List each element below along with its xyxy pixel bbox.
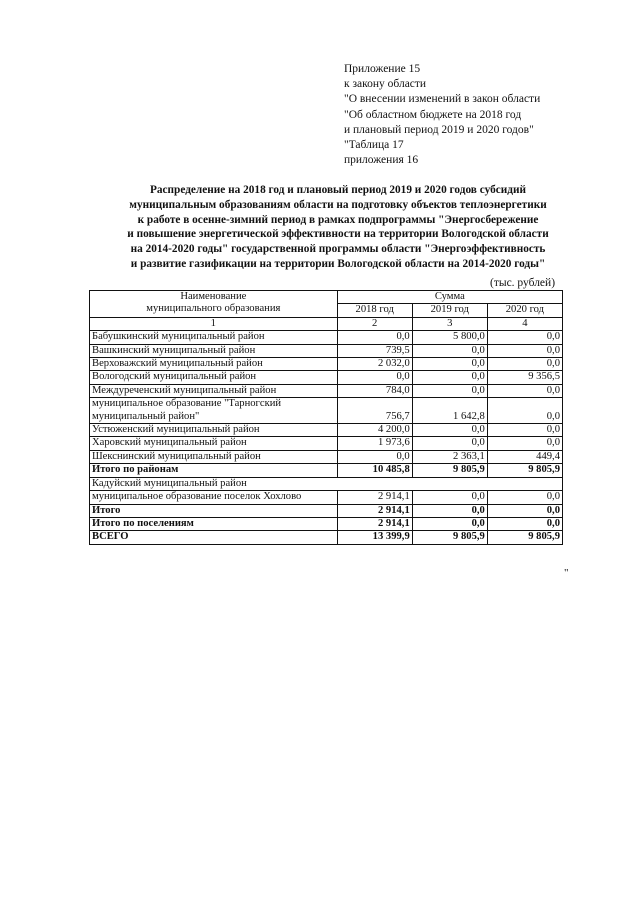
table-row (90, 331, 563, 344)
value-2020: 0,0 (487, 331, 562, 344)
table-row (90, 398, 563, 424)
value-2018: 1 973,6 (337, 437, 412, 450)
table-row (90, 371, 563, 384)
row-name: Междуреченский муниципальный район (90, 384, 338, 397)
title-line: и развитие газификации на территории Вологодской области на 2014-2020 годы" (130, 257, 546, 270)
row-name: Вологодский муниципальный район (90, 371, 338, 384)
value-2020: 0,0 (487, 437, 562, 450)
table-row (90, 384, 563, 397)
table-row (90, 491, 563, 504)
value-2018: 2 914,1 (337, 517, 412, 530)
kaduy-total-row (90, 504, 563, 517)
annex-line: "О внесении изменений в закон области (344, 93, 541, 106)
value-2020: 0,0 (487, 491, 562, 504)
header-index: 1 (90, 317, 338, 330)
value-2019: 0,0 (412, 504, 487, 517)
header-year-2020: 2020 год (487, 304, 562, 317)
header-name (90, 291, 338, 318)
header-sum: Сумма (337, 291, 562, 304)
table-row (90, 450, 563, 463)
title-line: к работе в осенне-зимний период в рамках подпрограммы "Энергосбережение (137, 213, 539, 226)
annex-line: "Об областном бюджете на 2018 год (344, 108, 522, 121)
value-2019: 0,0 (412, 384, 487, 397)
row-name: Верховажский муниципальный район (90, 358, 338, 371)
table-row (90, 424, 563, 437)
row-name: ВСЕГО (90, 531, 338, 544)
value-2019: 0,0 (412, 437, 487, 450)
title-line: и повышение энергетической эффективности на территории Вологодской области (127, 228, 549, 241)
value-2018: 784,0 (337, 384, 412, 397)
row-name: Вашкинский муниципальный район (90, 344, 338, 357)
header-row (90, 291, 563, 304)
annex-line: к закону области (344, 78, 427, 91)
value-2020: 0,0 (487, 358, 562, 371)
annex-line: и плановый период 2019 и 2020 годов" (344, 123, 534, 136)
closing-quote: " (564, 567, 569, 579)
value-2020: 9 805,9 (487, 531, 562, 544)
total-districts-row (90, 464, 563, 477)
header-name-line2: муниципального образования (146, 303, 281, 315)
value-2018: 756,7 (337, 398, 412, 424)
value-2018: 10 485,8 (337, 464, 412, 477)
table-row (90, 358, 563, 371)
row-name-line2: муниципальный район" (92, 410, 200, 422)
row-name: Шекснинский муниципальный район (90, 450, 338, 463)
value-2018: 4 200,0 (337, 424, 412, 437)
value-2020: 0,0 (487, 398, 562, 424)
value-2019: 1 642,8 (412, 398, 487, 424)
value-2018: 0,0 (337, 450, 412, 463)
value-2018: 0,0 (337, 371, 412, 384)
annex-line: "Таблица 17 (344, 139, 404, 152)
value-2019: 0,0 (412, 358, 487, 371)
value-2020: 0,0 (487, 424, 562, 437)
value-2018: 13 399,9 (337, 531, 412, 544)
row-name: муниципальное образование поселок Хохлово (90, 491, 338, 504)
row-name: Итого по районам (90, 464, 338, 477)
value-2019: 0,0 (412, 424, 487, 437)
title-line: на 2014-2020 годы" государственной программы области "Энергоэффективность (130, 243, 546, 256)
value-2019: 0,0 (412, 517, 487, 530)
value-2018: 739,5 (337, 344, 412, 357)
value-2019: 0,0 (412, 344, 487, 357)
grand-total-row (90, 531, 563, 544)
row-name: Устюженский муниципальный район (90, 424, 338, 437)
value-2019: 2 363,1 (412, 450, 487, 463)
value-2019: 9 805,9 (412, 531, 487, 544)
row-name: Харовский муниципальный район (90, 437, 338, 450)
value-2020: 0,0 (487, 384, 562, 397)
value-2018: 2 914,1 (337, 504, 412, 517)
title-line: муниципальным образованиям области на подготовку объектов теплоэнергетики (129, 198, 547, 211)
total-settlements-row (90, 517, 563, 530)
header-year-2019: 2019 год (412, 304, 487, 317)
header-index-row (90, 317, 563, 330)
annex-line: Приложение 15 (344, 63, 421, 75)
annex-header (344, 62, 540, 168)
value-2020: 449,4 (487, 450, 562, 463)
value-2019: 0,0 (412, 491, 487, 504)
table-row (90, 437, 563, 450)
value-2018: 2 032,0 (337, 358, 412, 371)
header-name-line1: Наименование (180, 291, 247, 302)
value-2020: 0,0 (487, 517, 562, 530)
value-2019: 0,0 (412, 371, 487, 384)
header-year-2018: 2018 год (337, 304, 412, 317)
units-label: (тыс. рублей) (490, 277, 556, 289)
value-2020: 0,0 (487, 344, 562, 357)
row-name: Бабушкинский муниципальный район (90, 331, 338, 344)
header-index: 4 (487, 317, 562, 330)
title-line: Распределение на 2018 год и плановый период 2019 и 2020 годов субсидий (149, 184, 527, 196)
value-2020: 9 356,5 (487, 371, 562, 384)
header-index: 3 (412, 317, 487, 330)
row-name-line1: муниципальное образование "Тарногский (92, 398, 282, 410)
row-name: Итого по поселениям (90, 517, 338, 530)
table-row (90, 344, 563, 357)
annex-line: приложения 16 (344, 154, 419, 167)
value-2020: 9 805,9 (487, 464, 562, 477)
subsidy-table (89, 290, 563, 545)
row-name (90, 398, 338, 424)
header-index: 2 (337, 317, 412, 330)
value-2018: 0,0 (337, 331, 412, 344)
value-2019: 5 800,0 (412, 331, 487, 344)
document-title (70, 183, 606, 272)
section-row (90, 477, 563, 490)
value-2020: 0,0 (487, 504, 562, 517)
value-2018: 2 914,1 (337, 491, 412, 504)
value-2019: 9 805,9 (412, 464, 487, 477)
row-name: Итого (90, 504, 338, 517)
section-kaduy: Кадуйский муниципальный район (90, 477, 563, 490)
